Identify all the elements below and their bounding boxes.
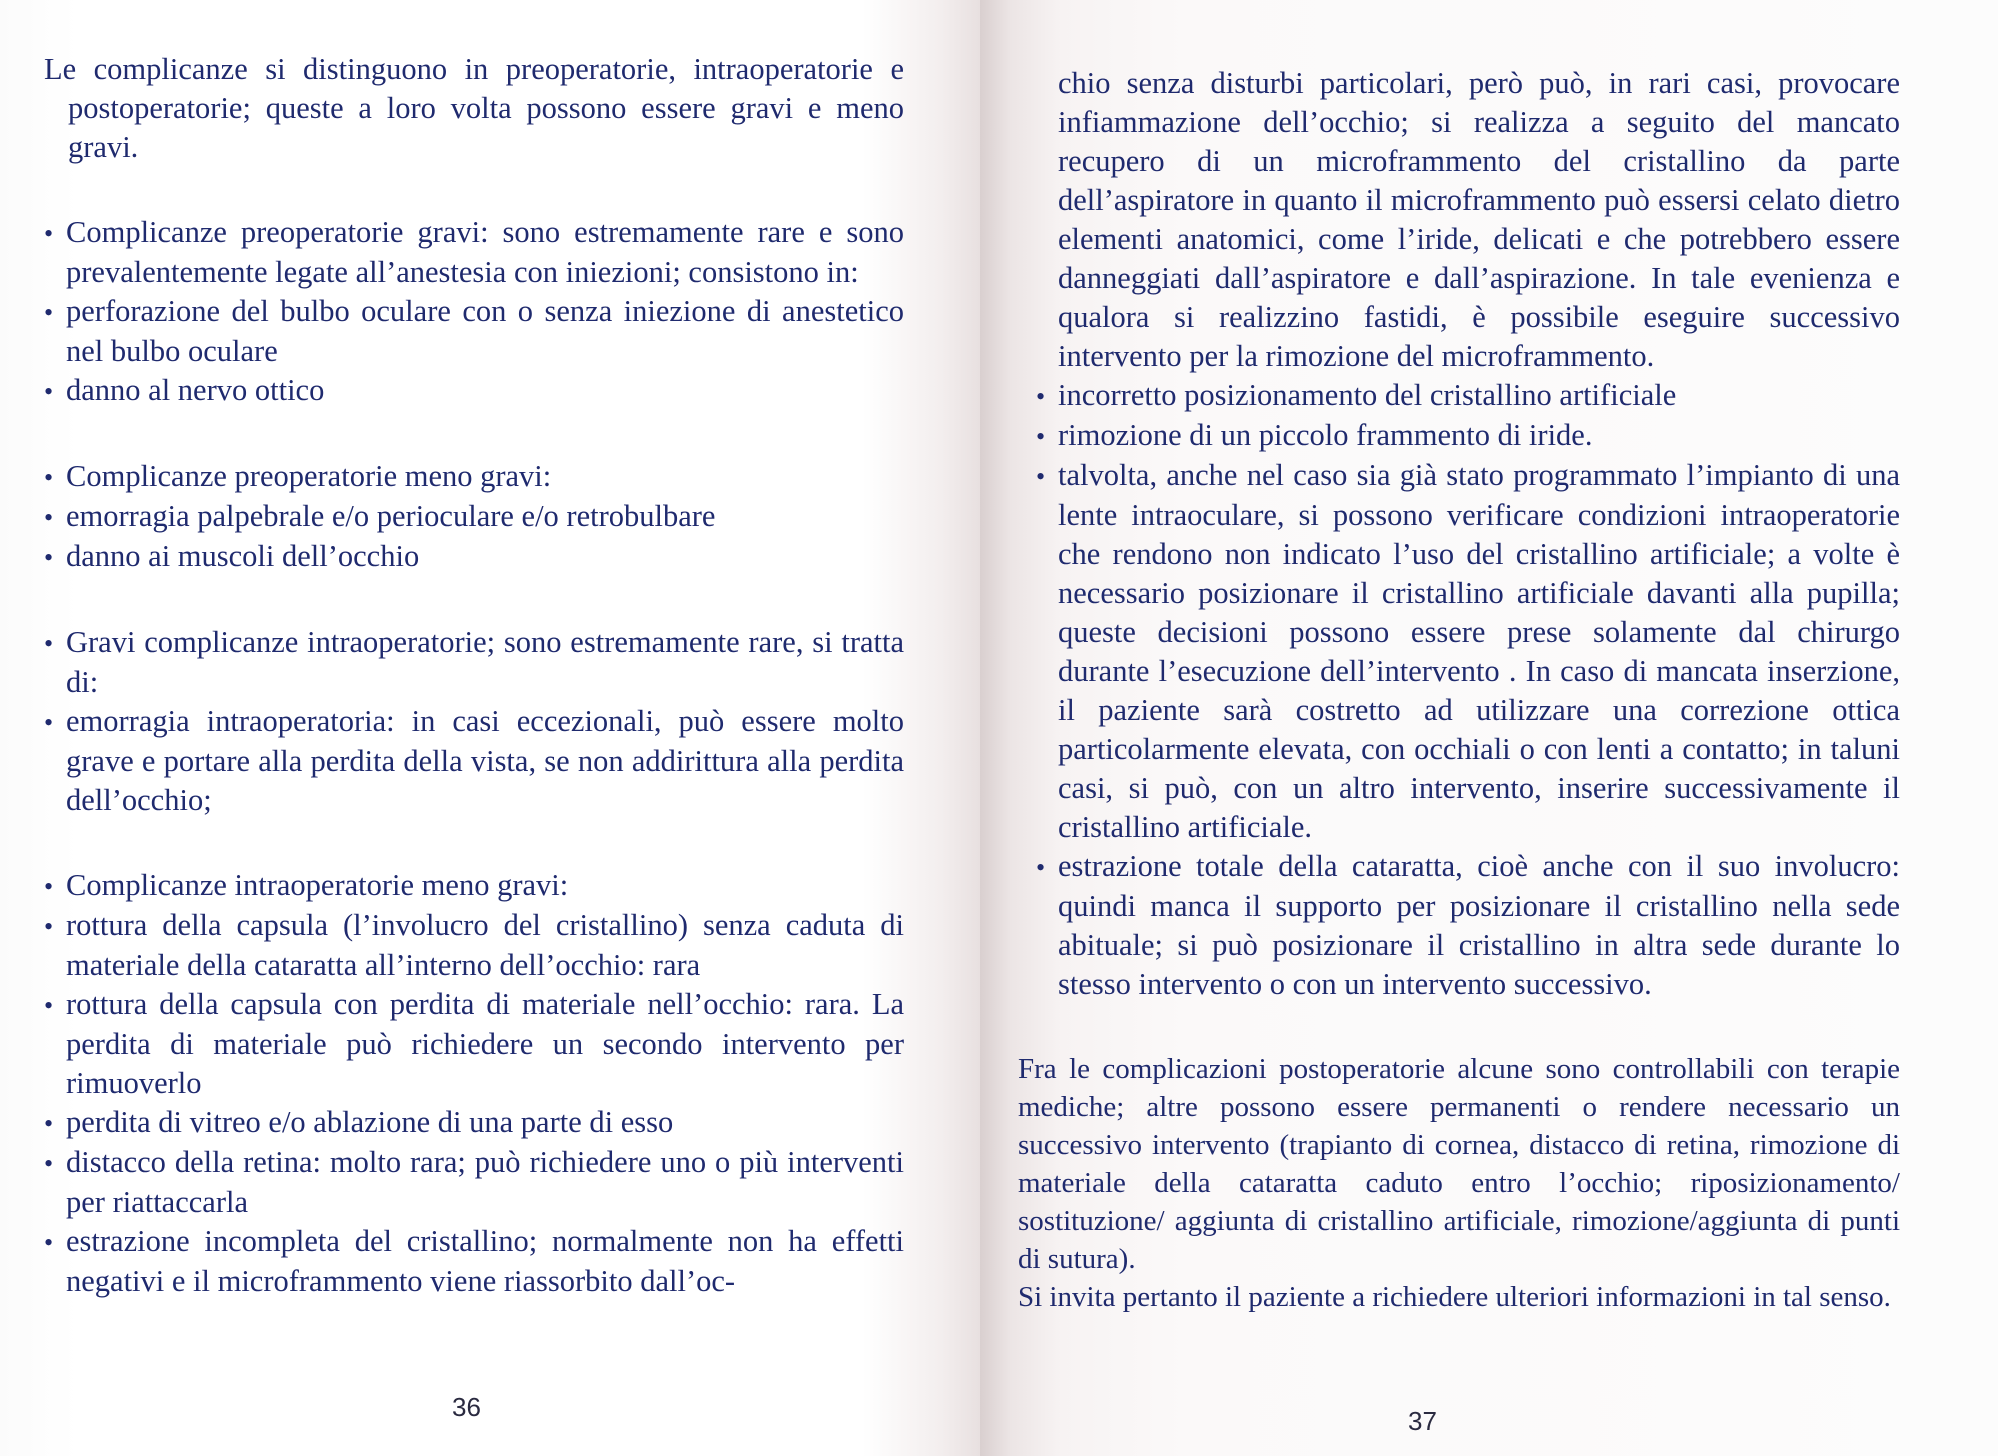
- list-item: • estrazione incompleta del cristallino; normalmente non ha effetti negativi e il microframmento viene riassorbito dall’oc-: [44, 1222, 904, 1301]
- right-page-text: [1018, 64, 1900, 1316]
- right-page: [980, 0, 1998, 1456]
- section-intraop-minor: [44, 866, 904, 1301]
- list-item: • rimozione di un piccolo frammento di iride.: [1036, 416, 1900, 456]
- section-preop-minor: [44, 457, 904, 577]
- closing-invitation: Si invita pertanto il paziente a richiedere ulteriori informazioni in tal senso.: [1018, 1281, 1891, 1313]
- intro-paragraph: Le complicanze si distinguono in preoperatorie, intraoperatorie e postoperatorie; queste a loro volta possono essere gravi e meno gravi.: [44, 52, 904, 164]
- section-preop-severe: [44, 213, 904, 411]
- list-item: • emorragia intraoperatoria: in casi eccezionali, può essere molto grave e portare alla perdita della vista, se non addirittura alla perdita dell’occhio;: [44, 702, 904, 820]
- closing-block: [1018, 1050, 1900, 1316]
- list-item: • rottura della capsula con perdita di materiale nell’occhio: rara. La perdita di materiale può richiedere un secondo intervento per rimuoverlo: [44, 985, 904, 1103]
- list-item: • talvolta, anche nel caso sia già stato programmato l’impianto di una lente intraoculare, si possono verificare condizioni intraoperatorie che rendono non indicato l’uso del cristallino artificiale; a volte è necessario posizionare il cristallino artificiale davanti alla pupilla; queste decisioni possono essere prese solamente dal chirurgo durante l’esecuzione dell’intervento . In caso di mancata inserzione, il paziente sarà costretto ad utilizzare una correzione ottica particolarmente elevata, con occhiali o con lenti a contatto; in taluni casi, si può, con un altro intervento, inserire successivamente il cristallino artificiale.: [1036, 456, 1900, 847]
- section-intraop-severe: [44, 623, 904, 820]
- section-heading: • Complicanze preoperatorie gravi: sono estremamente rare e sono prevalentemente legate all’anestesia con iniezioni; consistono in:: [44, 213, 904, 292]
- section-heading: • Complicanze intraoperatorie meno gravi:: [44, 866, 904, 906]
- continuation-paragraph: chio senza disturbi particolari, però può, in rari casi, provocare infiammazione dell’occhio; si realizza a seguito del mancato recupero di un microframmento del cristallino da parte dell’aspiratore in quanto il microframmento può essersi celato dietro elementi anatomici, come l’iride, delicati e che potrebbero essere danneggiati dall’aspiratore e dall’aspirazione. In tale evenienza e qualora si realizzino fastidi, è possibile eseguire successivo intervento per la rimozione del microframmento.: [1058, 66, 1900, 373]
- list-item: • danno ai muscoli dell’occhio: [44, 537, 904, 577]
- left-page-text: [44, 50, 904, 1301]
- page-number-left: 36: [452, 1392, 481, 1422]
- list-item: • incorretto posizionamento del cristallino artificiale: [1036, 376, 1900, 416]
- section-heading: • Gravi complicanze intraoperatorie; sono estremamente rare, si tratta di:: [44, 623, 904, 702]
- section-heading: • Complicanze preoperatorie meno gravi:: [44, 457, 904, 497]
- list-item: • estrazione totale della cataratta, cioè anche con il suo involucro: quindi manca il supporto per posizionare il cristallino nella sede abituale; si può posizionare il cristallino in altra sede durante lo stesso intervento o con un intervento successivo.: [1036, 847, 1900, 1004]
- page-number-right: 37: [1408, 1406, 1437, 1436]
- list-item: • perdita di vitreo e/o ablazione di una parte di esso: [44, 1103, 904, 1143]
- left-page: [0, 0, 980, 1456]
- list-item: • danno al nervo ottico: [44, 371, 904, 411]
- list-item: • distacco della retina: molto rara; può richiedere uno o più interventi per riattaccarla: [44, 1143, 904, 1222]
- list-item: • emorragia palpebrale e/o perioculare e/o retrobulbare: [44, 497, 904, 537]
- closing-paragraph: Fra le complicazioni postoperatorie alcune sono controllabili con terapie mediche; altre possono essere permanenti o rendere necessario un successivo intervento (trapianto di cornea, distacco di retina, rimozione di materiale della cataratta caduto entro l’occhio; riposizionamento/ sostituzione/ aggiunta di cristallino artificiale, rimozione/aggiunta di punti di sutura).: [1018, 1053, 1900, 1275]
- list-item: • rottura della capsula (l’involucro del cristallino) senza caduta di materiale della cataratta all’interno dell’occhio: rara: [44, 906, 904, 985]
- list-item: • perforazione del bulbo oculare con o senza iniezione di anestetico nel bulbo oculare: [44, 292, 904, 371]
